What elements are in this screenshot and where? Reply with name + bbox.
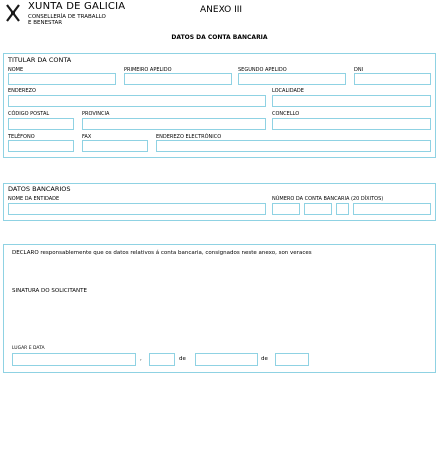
codigo-postal-field[interactable] [8, 118, 74, 130]
enderezo-field[interactable] [8, 95, 266, 107]
concello-label: CONCELLO [272, 111, 300, 117]
xunta-logo-icon [4, 3, 22, 23]
account-office-code-field[interactable] [304, 203, 332, 215]
enderezo-label: ENDEREZO [8, 88, 36, 94]
bank-section-title: DATOS BANCARIOS [8, 185, 71, 193]
primeiro-apelido-label: PRIMEIRO APELIDO [124, 67, 172, 73]
localidade-field[interactable] [272, 95, 431, 107]
fax-label: FAX [82, 134, 92, 140]
de-label-2: de [261, 356, 268, 362]
dni-field[interactable] [354, 73, 431, 85]
place-date-label: LUGAR E DATA [12, 346, 45, 351]
day-field[interactable] [149, 353, 175, 366]
segundo-apelido-field[interactable] [238, 73, 346, 85]
account-entity-code-field[interactable] [272, 203, 300, 215]
primeiro-apelido-field[interactable] [124, 73, 232, 85]
account-control-digits-field[interactable] [336, 203, 349, 215]
entity-label: NOME DA ENTIDADE [8, 196, 60, 202]
telefono-field[interactable] [8, 140, 74, 152]
declaration-text: DECLARO responsablemente que os datos relativos á conta bancaria, consignados neste anexo, son veraces [12, 250, 312, 256]
month-field[interactable] [195, 353, 258, 366]
email-field[interactable] [156, 140, 431, 152]
year-field[interactable] [275, 353, 309, 366]
logo-subtitle-2: E BENESTAR [28, 20, 63, 26]
place-field[interactable] [12, 353, 136, 366]
page-title: DATOS DA CONTA BANCARIA [171, 34, 268, 41]
concello-field[interactable] [272, 118, 431, 130]
account-label: NÚMERO DA CONTA BANCARIA (20 DÍXITOS) [272, 196, 384, 202]
de-label-1: de [179, 356, 186, 362]
annex-label: ANEXO III [200, 5, 243, 15]
localidade-label: LOCALIDADE [272, 88, 304, 94]
entity-field[interactable] [8, 203, 266, 215]
comma-separator: , [140, 356, 142, 362]
account-number-field[interactable] [353, 203, 431, 215]
nome-label: NOME [8, 67, 24, 73]
signature-label: SINATURA DO SOLICITANTE [12, 288, 87, 294]
provincia-field[interactable] [82, 118, 266, 130]
provincia-label: PROVINCIA [82, 111, 110, 117]
fax-field[interactable] [82, 140, 148, 152]
holder-section-title: TITULAR DA CONTA [8, 56, 72, 64]
telefono-label: TELÉFONO [8, 134, 35, 140]
logo-subtitle-1: CONSELLERÍA DE TRABALLO [28, 14, 106, 20]
dni-label: DNI [354, 67, 364, 73]
logo-title: XUNTA DE GALICIA [28, 1, 126, 12]
email-label: ENDEREZO ELECTRÓNICO [156, 134, 222, 140]
nome-field[interactable] [8, 73, 116, 85]
codigo-postal-label: CÓDIGO POSTAL [8, 111, 50, 117]
segundo-apelido-label: SEGUNDO APELIDO [238, 67, 287, 73]
